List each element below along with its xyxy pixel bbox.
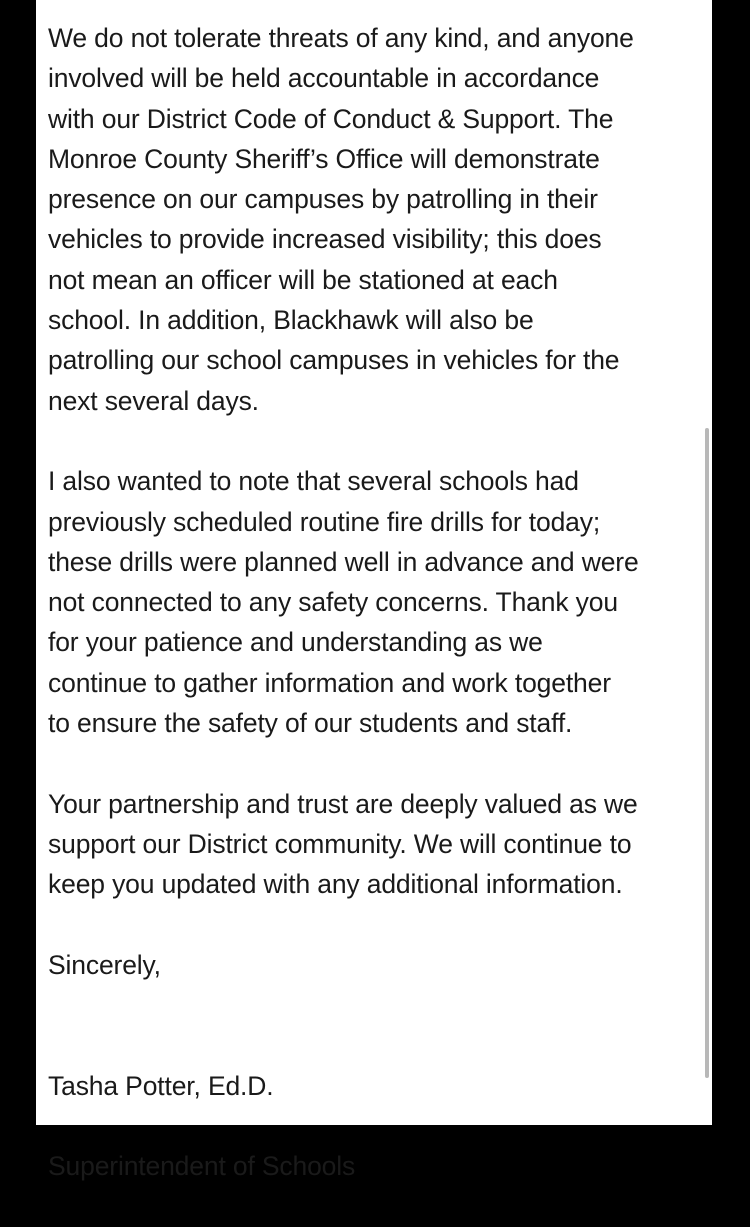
signature-block	[48, 1025, 700, 1226]
scrollbar[interactable]	[705, 428, 709, 1078]
letter-body	[48, 18, 700, 1227]
signer-name: Tasha Potter, Ed.D.	[48, 1070, 274, 1101]
paragraph-threats: We do not tolerate threats of any kind, and anyone involved will be held accountable in accordance with our District Code of Conduct & Support. The Monroe County Sheriff’s Office will demonstrate presence on our campuses by patrolling in their vehicles to provide increased visibility; this does not mean an officer will be stationed at each school. In addition, Blackhawk will also be patrolling our school campuses in vehicles for the next several days.	[48, 23, 634, 416]
letter-page	[36, 0, 712, 1182]
closing: Sincerely,	[48, 949, 161, 980]
signer-title: Superintendent of Schools	[48, 1151, 356, 1182]
paragraph-partnership: Your partnership and trust are deeply valued as we support our District community. We will continue to keep you updated with any additional information.	[48, 788, 638, 900]
paragraph-fire-drills: I also wanted to note that several schools had previously scheduled routine fire drills for today; these drills were planned well in advance and were not connected to any safety concerns. Thank you for your patience and understanding as we continue to gather information and work together to ensure the safety of our students and staff.	[48, 466, 639, 739]
